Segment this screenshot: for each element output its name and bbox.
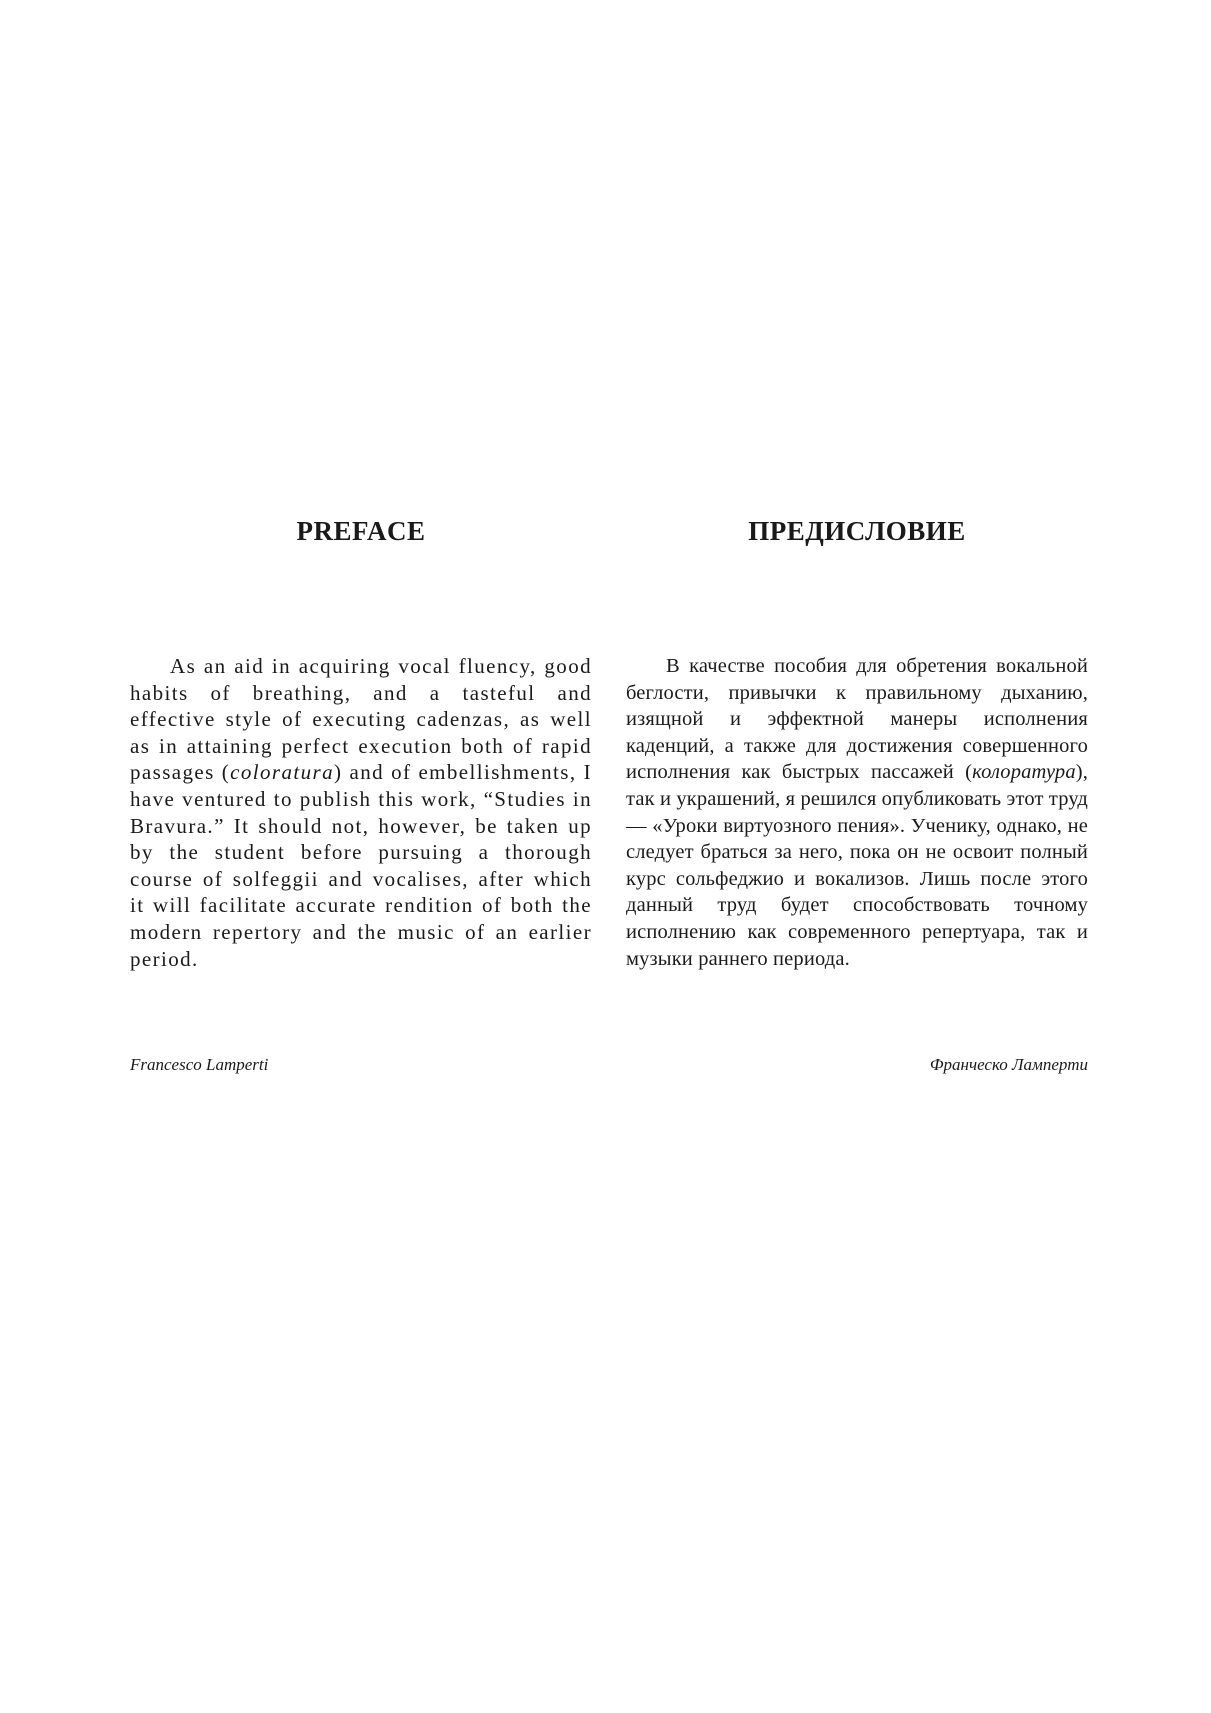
english-preface-text <box>130 653 592 972</box>
english-text-part-1: As an aid in acquiring vocal fluency, good habits of breathing, and a tasteful and effective style of executing cadenzas, as well as in attaining perfect execution both of rapid passages ( <box>130 654 592 785</box>
russian-heading: ПРЕДИСЛОВИЕ <box>748 516 966 546</box>
english-signature: Francesco Lamperti <box>130 1055 269 1074</box>
english-heading: PREFACE <box>296 516 426 546</box>
english-italic-term: coloratura <box>230 760 334 785</box>
russian-preface-text <box>626 653 1088 972</box>
russian-text-part-1: В качестве пособия для обретения вокальной беглости, привычки к правильному дыханию, изящной и эффектной манеры исполнения каденций, а также для достижения совершенного исполнения как быстрых пассажей ( <box>626 655 1088 784</box>
english-text-part-2: ) and of embellishments, I have ventured to publish this work, “Studies in Bravura.” It should not, however, be taken up by the student before pursuing a thorough course of solfeggii and vocalises, after which it will facilitate accurate rendition of both the modern repertory and the music of an earlier period. <box>130 760 592 971</box>
russian-signature: Франческо Ламперти <box>929 1055 1088 1074</box>
russian-italic-term: колоратура <box>972 761 1076 784</box>
russian-text-part-2: ), так и украшений, я решился опубликовать этот труд — «Уроки виртуозного пения». Ученику, однако, не следует браться за него, пока он не освоит полный курс сольфеджио и вокализов. Лишь после этого данный труд будет способствовать точному исполнению как современного репертуара, так и музыки раннего периода. <box>626 761 1089 970</box>
